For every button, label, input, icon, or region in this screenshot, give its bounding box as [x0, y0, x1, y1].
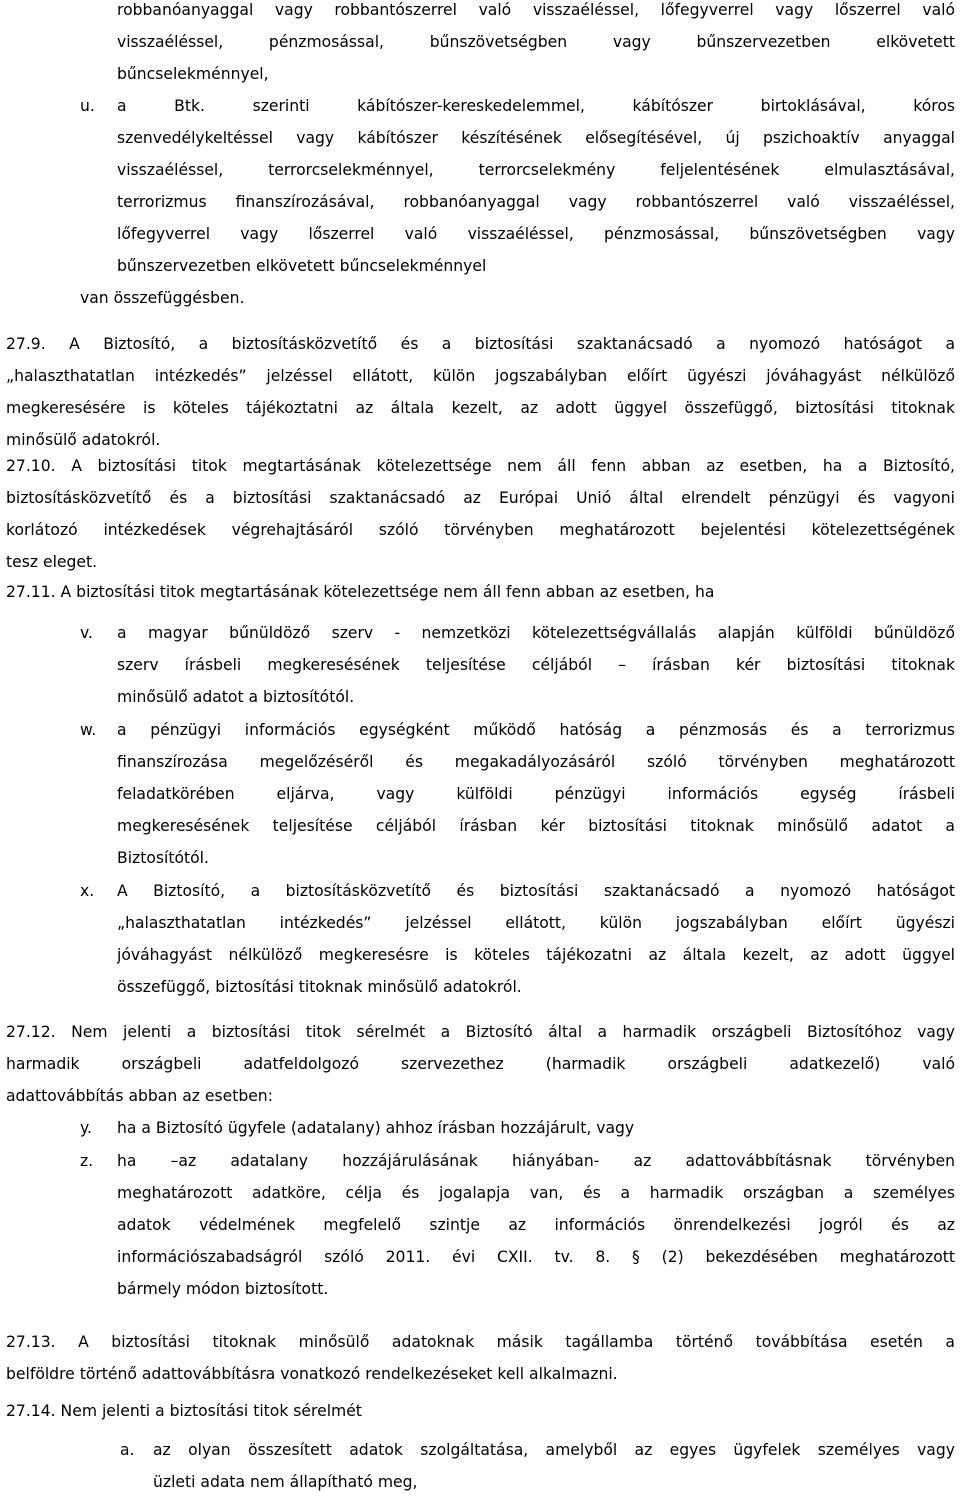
paragraph-27-13 — [6, 1326, 955, 1390]
text-line: harmadik országbeli adatfeldolgozó szervezethez (harmadik országbeli adatkezelő) való — [6, 1055, 955, 1073]
text-line: 27.14. Nem jelenti a biztosítási titok sérelmét — [6, 1402, 362, 1420]
text-line: ha –az adatalany hozzájárulásának hiányában- az adattovábbításnak törvényben — [117, 1152, 955, 1170]
text-line: megkeresésének teljesítése céljából írásban kér biztosítási titoknak minősülő adatot a — [117, 817, 955, 835]
text-line: üzleti adata nem állapítható meg, — [153, 1473, 418, 1491]
list-item-z — [117, 1145, 955, 1305]
text-line: minősülő adatokról. — [6, 431, 161, 449]
text-line: adattovábbítás abban az esetben: — [6, 1087, 273, 1105]
text-line: 27.13. A biztosítási titoknak minősülő adatoknak másik tagállamba történő továbbítása esetén a — [6, 1333, 955, 1351]
text-line: 27.9. A Biztosító, a biztosításközvetítő és a biztosítási szaktanácsadó a nyomozó hatóságot a — [6, 335, 955, 353]
text-line: korlátozó intézkedések végrehajtásáról szóló törvényben meghatározott bejelentési kötelezettségének — [6, 521, 955, 539]
paragraph-27-12 — [6, 1016, 955, 1112]
list-item-a — [153, 1434, 955, 1498]
text-line: szenvedélykeltéssel vagy kábítószer készítésének elősegítésével, új pszichoaktív anyaggal — [117, 129, 955, 147]
text-line: az olyan összesített adatok szolgáltatása, amelyből az egyes ügyfelek személyes vagy — [153, 1441, 955, 1459]
text-line: a Btk. szerinti kábítószer-kereskedelemmel, kábítószer birtoklásával, kóros — [117, 97, 955, 115]
paragraph-27-11 — [6, 576, 955, 608]
text-line: bármely módon biztosított. — [117, 1280, 329, 1298]
text-line: 27.10. A biztosítási titok megtartásának kötelezettsége nem áll fenn abban az esetben, ha a Biztosító, — [6, 457, 955, 475]
paragraph-27-10 — [6, 450, 955, 578]
text-line: tesz eleget. — [6, 553, 98, 571]
list-marker-y: y. — [80, 1119, 92, 1137]
text-line: robbanóanyaggal vagy robbantószerrel való visszaéléssel, lőfegyverrel vagy lőszerrel való — [117, 1, 955, 19]
text-line: terrorizmus finanszírozásával, robbanóanyaggal vagy robbantószerrel való visszaéléssel, — [117, 193, 955, 211]
text-line: Biztosítótól. — [117, 849, 209, 867]
list-marker-u: u. — [80, 97, 95, 115]
list-item-x — [117, 875, 955, 1003]
list-item-y — [117, 1112, 955, 1144]
paragraph-27-9 — [6, 328, 955, 456]
text-line: információszabadságról szóló 2011. évi CXII. tv. 8. § (2) bekezdésében meghatározott — [117, 1248, 955, 1266]
text-line: meghatározott adatköre, célja és jogalapja van, és a harmadik országban a személyes — [117, 1184, 955, 1202]
text-line: lőfegyverrel vagy lőszerrel való visszaéléssel, pénzmosással, bűnszövetségben vagy — [117, 225, 955, 243]
list-marker-a: a. — [120, 1441, 135, 1459]
text-line: ha a Biztosító ügyfele (adatalany) ahhoz írásban hozzájárult, vagy — [117, 1119, 635, 1137]
text-line: a pénzügyi információs egységként működő hatóság a pénzmosás és a terrorizmus — [117, 721, 955, 739]
text-line: a magyar bűnüldöző szerv - nemzetközi kötelezettségvállalás alapján külföldi bűnüldöző — [117, 624, 955, 642]
text-line: 27.12. Nem jelenti a biztosítási titok sérelmét a Biztosító által a harmadik országbeli Biztosítóhoz vagy — [6, 1023, 955, 1041]
list-marker-x: x. — [80, 882, 95, 900]
text-line: összefüggő, biztosítási titoknak minősülő adatokról. — [117, 978, 522, 996]
list-item-u — [117, 90, 955, 282]
text-line: „halaszthatatlan intézkedés” jelzéssel ellátott, külön jogszabályban előírt ügyészi jóváhagyást nélkülöző — [6, 367, 955, 385]
text-line: A Biztosító, a biztosításközvetítő és biztosítási szaktanácsadó a nyomozó hatóságot — [117, 882, 955, 900]
text-line: van összefüggésben. — [80, 289, 245, 307]
text-line: megkeresésére is köteles tájékoztatni az általa kezelt, az adott üggyel összefüggő, biztosítási titoknak — [6, 399, 955, 417]
list-item-v — [117, 617, 955, 713]
list-marker-z: z. — [80, 1152, 94, 1170]
text-line: 27.11. A biztosítási titok megtartásának kötelezettsége nem áll fenn abban az esetben, ha — [6, 583, 715, 601]
list-conclusion — [80, 282, 680, 314]
text-line: finanszírozása megelőzéséről és megakadályozásáról szóló törvényben meghatározott — [117, 753, 955, 771]
text-line: minősülő adatot a biztosítótól. — [117, 688, 355, 706]
text-line: bűnszervezetben elkövetett bűncselekménnyel — [117, 257, 487, 275]
text-line: feladatkörében eljárva, vagy külföldi pénzügyi információs egység írásbeli — [117, 785, 955, 803]
text-line: visszaéléssel, terrorcselekménnyel, terrorcselekmény feljelentésének elmulasztásával, — [117, 161, 955, 179]
list-item-w — [117, 714, 955, 874]
list-item-continuation — [117, 0, 955, 90]
text-line: adatok védelmének megfelelő szintje az információs önrendelkezési jogról és az — [117, 1216, 955, 1234]
list-marker-v: v. — [80, 624, 93, 642]
paragraph-27-14 — [6, 1395, 955, 1427]
text-line: belföldre történő adattovábbításra vonatkozó rendelkezéseket kell alkalmazni. — [6, 1365, 618, 1383]
text-line: biztosításközvetítő és a biztosítási szaktanácsadó az Európai Unió által elrendelt pénzügyi és vagyoni — [6, 489, 955, 507]
list-marker-w: w. — [80, 721, 97, 739]
text-line: „halaszthatatlan intézkedés” jelzéssel ellátott, külön jogszabályban előírt ügyészi — [117, 914, 955, 932]
text-line: bűncselekménnyel, — [117, 65, 269, 83]
text-line: szerv írásbeli megkeresésének teljesítése céljából – írásban kér biztosítási titoknak — [117, 656, 955, 674]
text-line: visszaéléssel, pénzmosással, bűnszövetségben vagy bűnszervezetben elkövetett — [117, 33, 955, 51]
text-line: jóváhagyást nélkülöző megkeresésre is köteles tájékozatni az általa kezelt, az adott üggyel — [117, 946, 955, 964]
